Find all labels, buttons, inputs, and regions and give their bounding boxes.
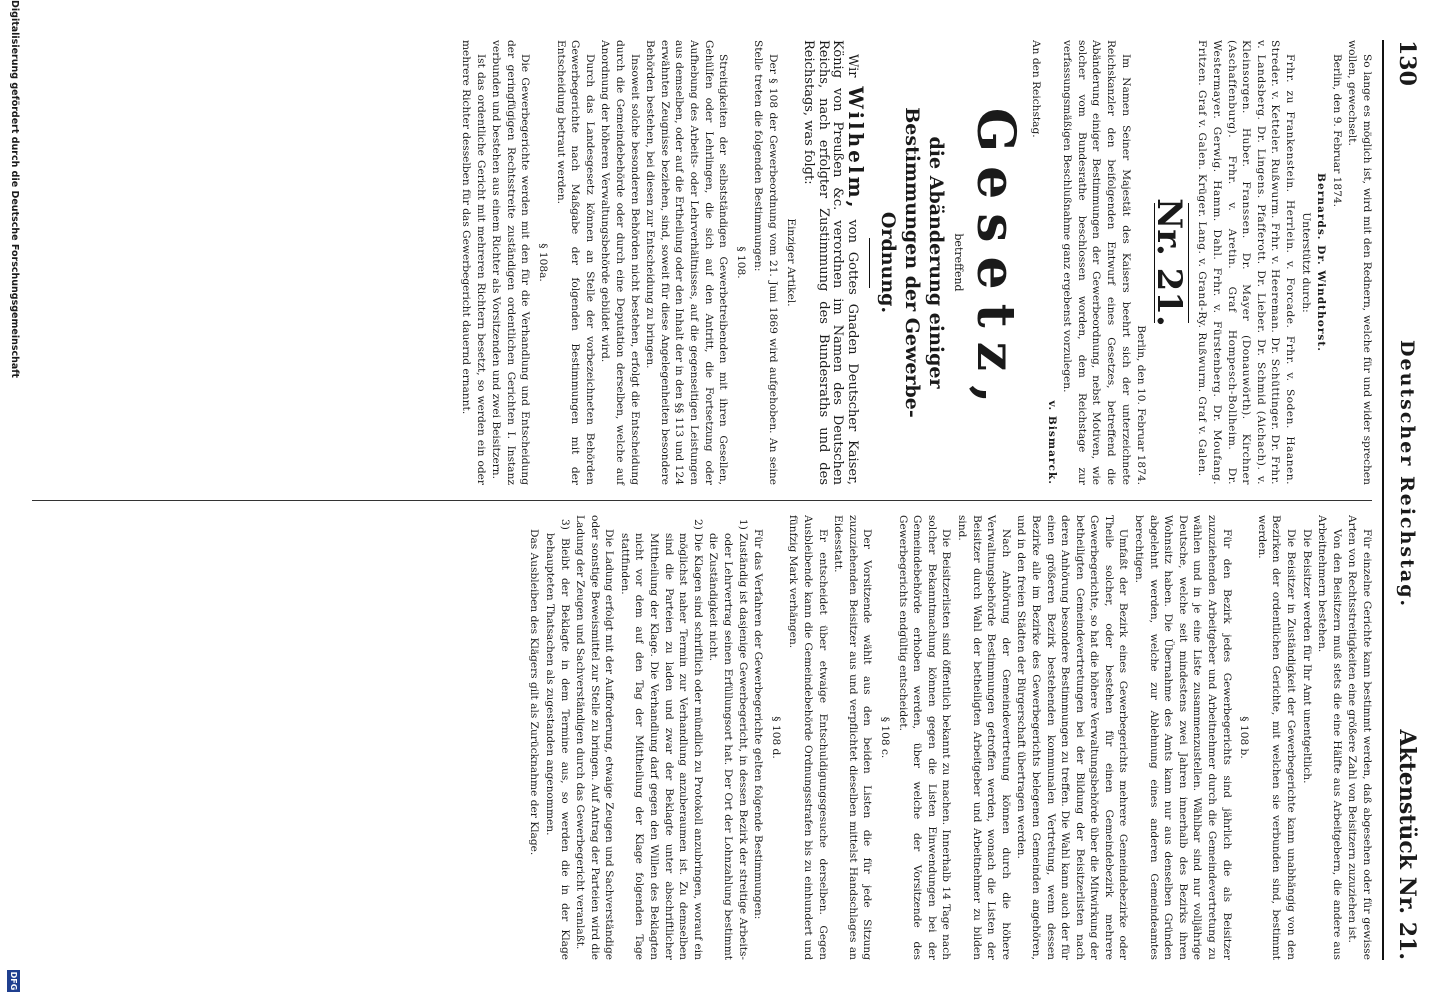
right-column: [526, 515, 1374, 960]
section-108c-heading: § 108 c.: [879, 716, 891, 759]
section-108b-paragraph-3: Nach Anhörung der Gemeindevertretung können durch die höhere Verwaltungsbehörde Bestimmungen getroffen werden, wonach die Listen der Beisitzer durch Wahl der betheiligten Arbeitgeber und Arbeitnehmer zu bilden sind.: [955, 515, 1012, 960]
paragraph: Die Beisitzer in Zuständigkeit der Gewerbegerichte kann unabhängig von den Bezirken der ordentlichen Gerichte, mit welchen sie verbunden sind, bestimmt werden.: [1255, 515, 1298, 960]
signers-line: Bernards. Dr. Windthorst.: [1315, 173, 1328, 352]
supporters-list: Frhr. zu Frankenstein. Herrlein. v. Forcade. Frhr. v. Soden. Haanen. Streder. v. Ketteler. Rußwurm. Frhr. v. Heereman. Dr. Schüttinger. Dr. Frhr. v. Landsberg. Dr. Lingens. Pfafferott. Dr. Lieber. Dr. Schmid (Aichach). v. Kleinsorgen. Huber. Franssen. Dr. Mayer (Donauwörth). Kirchner (Aschaffenburg). Frhr. v. Aretin. Graf Hompesch-Bollheim. Dr. Westermayer. Gerwig. Hamm. Dahl. Frhr. v. Fürstenberg. Dr. Moufang. Fritzen. Graf v. Galen. Krüger. Lang. v. Grand-Ry. Rußwurm. Graf v. Galen.: [1196, 40, 1297, 485]
section-108b-paragraph-4: Die Beisitzerlisten sind öffentlich bekannt zu machen. Innerhalb 14 Tage nach solcher Bekanntmachung können gegen die Listen Einwendungen bei der Gemeindebehörde erhoben werden, über welche der Vorsitzende des Gewerbegerichts endgültig entscheidet.: [896, 515, 953, 960]
section-108c-paragraph-2: Er entscheidet über etwaige Entschuldigungsgesuche derselben. Gegen Ausbleibende kann die Gemeindebehörde Ordnungsstrafen bis zu einhundert und fünfzig Mark verhängen.: [787, 515, 829, 960]
wir-opening: Wir: [844, 54, 860, 78]
enacting-text: von Gottes Gnaden Deutscher Kaiser, König von Preußen &c. verordnen im Namen des Deutschen Reichs, nach erfolgter Zustimmung des Bundesraths und des Reichstags, was folgt:: [801, 40, 860, 485]
digitization-text: Digitalisierung gefördert durch die Deutsche Forschungsgemeinschaft: [9, 0, 20, 378]
section-108-heading: § 108.: [734, 246, 747, 279]
paragraph: Von den Beisitzern muß stets die eine Hälfte aus Arbeitgebern, die andere aus Arbeitnehmern bestehen.: [1316, 515, 1343, 960]
section-108c-paragraph-1: Der Vorsitzende wählt aus den beiden Listen die für jede Sitzung zuzuziehenden Beisitzer aus und verpflichtet dieselben mittelst Handschlages an Eidesstatt.: [832, 515, 874, 960]
paragraph: Die Ladung erfolgt mit der Aufforderung, etwaige Zeugen und Sachverständige oder sonstige Beweismittel zur Stelle zu bringen. Auf Antrag der Parteien wird die Ladung der Zeugen und Sachverständigen durch das Gewerbegericht veranlaßt.: [574, 515, 616, 960]
issue-label: Aktenstück Nr. 21.: [1394, 729, 1420, 960]
section-108d-heading: § 108 d.: [769, 716, 782, 759]
page-number: 130: [1394, 40, 1420, 86]
betreffend-label: betreffend: [951, 233, 965, 292]
document-number: Nr. 21.: [1148, 198, 1189, 327]
signature: v. Bismarck.: [1045, 400, 1058, 485]
decree-text: Im Namen Seiner Majestät des Kaisers beehrt sich der unterzeichnete Reichskanzler den beifolgenden Entwurf eines Gesetzes, betreffend die Abänderung einiger Bestimmungen der Gewerbeordnung, nebst Motiven, wie solcher vom Bundesrathe beschlossen worden, dem Reichstage zur verfassungsmäßigen Beschlußnahme ganz ergebenst vorzulegen.: [1061, 40, 1132, 485]
paragraph: Das Ausbleiben des Klägers gilt als Zurücknahme der Klage.: [528, 529, 541, 856]
law-subtitle: die Abänderung einiger Bestimmungen der Gewerbe-Ordnung.: [876, 107, 947, 418]
article-title: Einziger Artikel.: [784, 218, 797, 307]
paragraph: Die Beisitzer werden für Ihr Amt unentgeltlich.: [1300, 529, 1313, 784]
section-108a-heading: § 108a.: [537, 243, 550, 282]
section-108b-paragraph-1: Für den Bezirk jedes Gewerbegerichts sind jährlich die als Beisitzer zuzuziehenden Arbeitgeber und Arbeitnehmer durch die Gemeindevertretung zu wählen und in je eine Liste zusammenzustellen. Wählbar sind nur volljährige Deutsche, welche seit mindestens zwei Jahren innerhalb des Bezirks ihren Wohnsitz haben. Die Übernahme des Amts kann nur aus denselben Gründen abgelehnt werden, welche zur Ablehnung eines anderen Gemeindeamtes berechtigen.: [1133, 515, 1233, 960]
section-108d-intro: Für das Verfahren der Gewerbegerichte gelten folgende Bestimmungen:: [752, 529, 765, 920]
digitization-note: [9, 0, 20, 660]
list-item: 3) Bleibt der Beklagte in dem Termine aus, so werden die in der Klage behaupteten Thatsachen als zugestanden angenommen.: [543, 519, 571, 960]
separator-rule: [869, 238, 870, 288]
supported-by-label: Unterstützt durch:: [1299, 212, 1312, 313]
article-text: Der § 108 der Gewerbeordnung vom 21. Juni 1869 wird aufgehoben. An seine Stelle treten die folgenden Bestimmungen:: [752, 40, 779, 485]
enacting-clause: [801, 40, 868, 485]
dfg-logo-icon: DFG: [9, 971, 18, 991]
paragraph: Für einzelne Gerichte kann bestimmt werden, daß abgesehen oder für gewisse Arten von Rechtsstreitigkeiten eine größere Zahl von Beisitzern zuzuziehen ist.: [1346, 515, 1373, 960]
running-head: Deutscher Reichstag.: [1396, 340, 1418, 609]
list-item: 1) Zuständig ist dasjenige Gewerbegericht, in dessen Bezirk der streitige Arbeits- oder Lehrvertrag seinen Erfüllungsort hat. Der Ort der Lohnzahlung bestimmt die Zuständigkeit nicht.: [707, 519, 749, 960]
section-108-paragraph-3: Durch das Landesgesetz können an Stelle der vorbezeichneten Behörden Gewerbegerichte nach Maßgabe der folgenden Bestimmungen mit der Entscheidung betraut werden.: [554, 40, 596, 485]
left-column: [458, 40, 1375, 485]
column-divider: [32, 500, 1372, 501]
section-108-paragraph-2: Insoweit solche besonderen Behörden nicht bestehen, erfolgt die Entscheidung durch die Gemeindebehörde oder durch eine Deputation derselben, welche auf Anordnung der höheren Verwaltungsbehörde gebildet wird.: [599, 40, 641, 485]
section-108a-paragraph-2: Ist das ordentliche Gericht mit mehreren Richtern besetzt, so werden ein oder mehrere Richter desselben für das Gewerbegericht dauernd ernannt.: [460, 40, 487, 485]
date-line: Berlin, den 9. Februar 1874.: [1330, 54, 1343, 207]
decree-dateline: Berlin, den 10. Februar 1874.: [1135, 325, 1148, 485]
list-item: 2) Die Klagen sind schriftlich oder mündlich zu Protokoll anzubringen, worauf ein möglichst naher Termin zur Verhandlung anzuberaumen ist. Zu demselben sind die Parteien zu laden und zwar der Beklagte unter abschriftlicher Mittheilung der Klage. Die Verhandlung darf gegen den Willen des Beklagten nicht vor dem auf den Tag der Mittheilung der Klage folgenden Tage stattfinden.: [618, 519, 704, 960]
section-108b-heading: § 108 b.: [1238, 716, 1251, 759]
section-108-paragraph-1: Streitigkeiten der selbstständigen Gewerbetreibenden mit ihren Gesellen, Gehülfen oder Lehrlingen, die sich auf den Antritt, die Fortsetzung oder Aufhebung des Arbeits- oder Lehrverhältnisses, auf die gegenseitigen Leistungen aus demselben, oder auf die Ertheilung oder den Inhalt der in den §§ 113 und 124 erwähnten Zeugnisse beziehen, sind, soweit für diese Angelegenheiten besondere Behörden bestehen, bei diesen zur Entscheidung zu bringen.: [644, 40, 730, 485]
law-title: Gesetz,: [964, 107, 1026, 418]
intro-paragraph: So lange es möglich ist, wird mit den Rednern, welche für und wider sprechen wollen, gewechselt.: [1346, 40, 1373, 485]
section-108b-paragraph-2: Umfaßt der Bezirk eines Gewerbegerichts mehrere Gemeindebezirke oder Theile solcher, oder bestehen für einen Gemeindebezirk mehrere Gewerbegerichte, so hat die höhere Verwaltungsbehörde über die Mitwirkung der betheiligten Gemeindevertretungen bei der Bildung der Beisitzerlisten nach deren Anhörung besondere Bestimmungen zu treffen. Die Wahl kann auch der für einen größeren Bezirk bestehenden kommunalen Vertretung, wenn dessen Bezirke alle im Bezirke des Gewerbegerichts belegenen Gemeinden angehören, und in den freien Städten der Bürgerschaft übertragen werden.: [1015, 515, 1130, 960]
section-108a-paragraph-1: Die Gewerbegerichte werden mit den für die Verhandlung und Entscheidung der geringfügigen Rechtsstreite zuständigen ordentlichen Gerichten I. Instanz verbunden und bestehen aus einem Richter als Vorsitzenden und zwei Beisitzern.: [490, 40, 532, 485]
emperor-name: Wilhelm,: [843, 86, 868, 211]
page-header: [1382, 40, 1424, 960]
addressee: An den Reichstag.: [1030, 40, 1043, 138]
